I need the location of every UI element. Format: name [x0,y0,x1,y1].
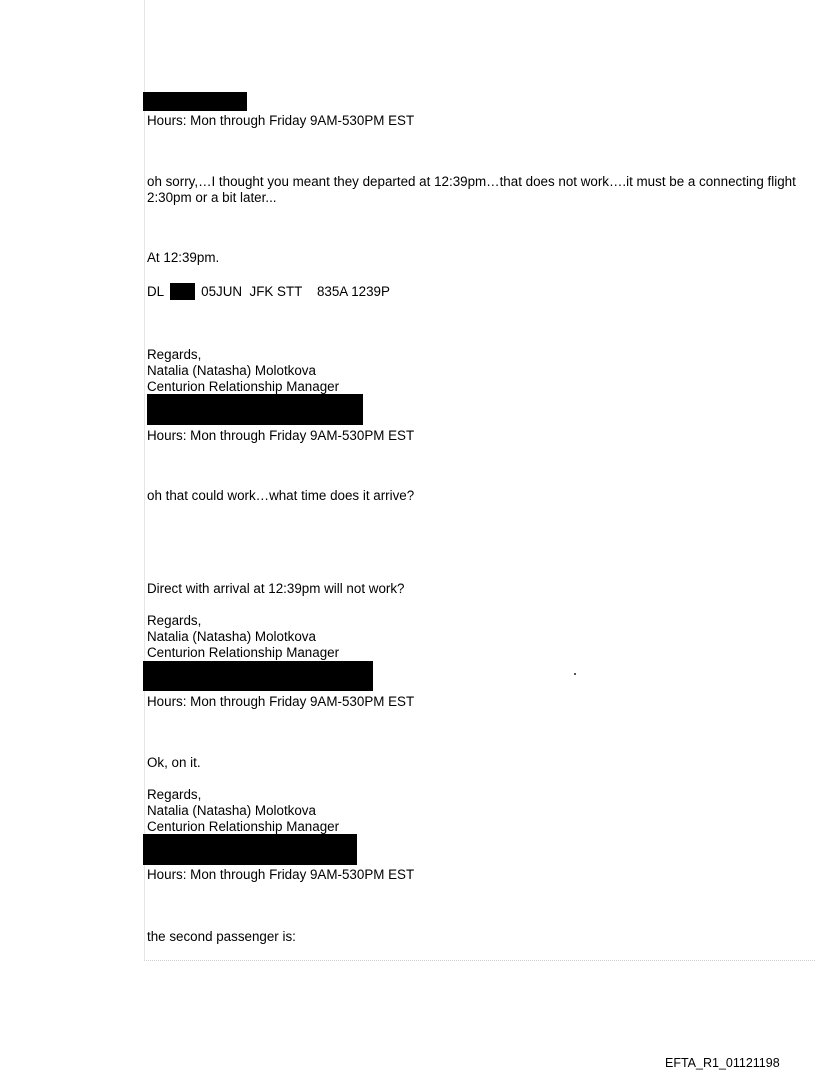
redaction-box [143,92,247,111]
stray-dot [574,673,576,675]
hours-line: Hours: Mon through Friday 9AM-530PM EST [147,867,415,882]
redaction-box [147,394,363,425]
hours-line: Hours: Mon through Friday 9AM-530PM EST [147,694,415,709]
signature-title: Centurion Relationship Manager [147,645,340,660]
message-text: the second passenger is: [147,929,296,944]
message-text: oh sorry,…I thought you meant they departed at 12:39pm…that does not work….it must be a connecting flight [147,174,796,189]
document-id: EFTA_R1_01121198 [665,1056,780,1070]
message-text: At 12:39pm. [147,250,220,265]
signature-regards: Regards, [147,787,202,802]
signature-regards: Regards, [147,347,202,362]
hours-line: Hours: Mon through Friday 9AM-530PM EST [147,113,415,128]
hours-line: Hours: Mon through Friday 9AM-530PM EST [147,428,415,443]
message-text: 2:30pm or a bit later... [147,190,277,205]
signature-name: Natalia (Natasha) Molotkova [147,803,316,818]
flight-itinerary [147,283,390,300]
flight-details: 05JUN JFK STT 835A 1239P [201,284,390,299]
signature-title: Centurion Relationship Manager [147,819,340,834]
redaction-box [143,661,373,691]
redaction-box [143,834,357,865]
signature-name: Natalia (Natasha) Molotkova [147,629,316,644]
message-text: Direct with arrival at 12:39pm will not work? [147,581,405,596]
signature-title: Centurion Relationship Manager [147,379,340,394]
signature-name: Natalia (Natasha) Molotkova [147,363,316,378]
message-text: oh that could work…what time does it arrive? [147,488,415,503]
redaction-box [170,283,195,300]
message-text: Ok, on it. [147,755,201,770]
signature-regards: Regards, [147,613,202,628]
flight-airline: DL [147,284,165,299]
